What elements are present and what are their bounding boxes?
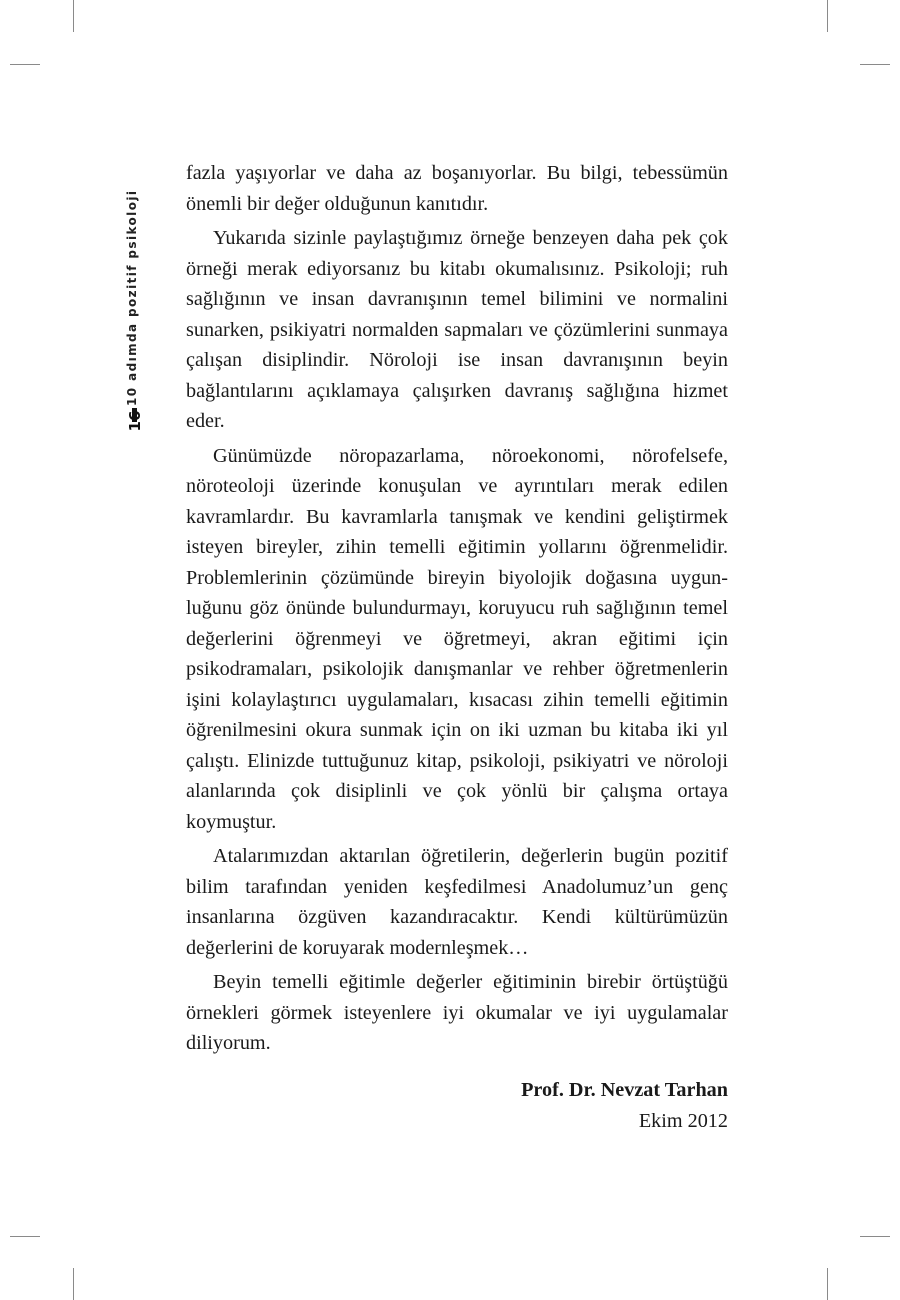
crop-mark-left-bottom xyxy=(10,1236,40,1237)
signature-block xyxy=(186,1075,728,1137)
crop-mark-top-left xyxy=(73,0,74,32)
running-head xyxy=(112,189,152,440)
author-name: Prof. Dr. Nevzat Tarhan xyxy=(521,1078,728,1101)
crop-mark-bottom-right xyxy=(827,1268,828,1300)
paragraph-4: Atalarımızdan aktarılan öğretilerin, değerlerin bugün pozitif bilim tarafından yeniden keşfedilmesi Anadolumuz’un genç insanlarına özgüven kazandıracaktır. Kendi kültürümüzün değerlerini de koruyarak modernleşmek… xyxy=(186,845,728,959)
crop-mark-right-top xyxy=(860,64,890,65)
page-number: 16 xyxy=(126,410,144,432)
paragraph-2: Yukarıda sizinle paylaştığımız örneğe benzeyen daha pek çok örneği merak ediyorsanız bu kitabı okumalısınız. Psikoloji; ruh sağlığının ve insan davranışının temel bilimini ve normalini sunarken, psikiyatri normalden sapmaları ve çözümlerini sunmaya çalışan disiplindir. Nöroloji ise insan davranışının beyin bağlantılarını açıklamaya çalışırken davranış sağlığına hizmet eder. xyxy=(186,227,728,432)
crop-mark-bottom-left xyxy=(73,1268,74,1300)
signature-date: Ekim 2012 xyxy=(638,1109,728,1132)
running-head-title: 10 adımda pozitif psikoloji xyxy=(125,189,139,406)
paragraph-3: Günümüzde nöropazarlama, nöroekonomi, nörofelsefe, nöroteoloji üzerinde konuşulan ve ayrıntıları merak edilen kavramlardır. Bu kavramlarla tanışmak ve kendini geliştirmek isteyen bireyler, zihin temelli eğitimin yollarını öğrenmelidir. Problemlerinin çözümünde bireyin biyolojik doğasına uygunluğunu göz önünde bulundurmayı, koruyucu ruh sağlığının temel değerlerini öğrenmeyi ve öğretmeyi, akran eğitimi için psikodramaları, psikolojik danışmanlar ve rehber öğretmenlerin işini kolaylaştırıcı uygulamaları, kısacası zihin temelli eğitimin öğrenilmesini okura sunmak için on iki uzman bu kitaba iki yıl çalıştı. Elinizde tuttuğunuz kitap, psikoloji, psikiyatri ve nöroloji alanlarında çok disiplinli ve çok yönlü bir çalışma ortaya koymuştur. xyxy=(186,444,728,833)
crop-mark-right-bottom xyxy=(860,1236,890,1237)
crop-mark-left-top xyxy=(10,64,40,65)
paragraph-5: Beyin temelli eğitimle değerler eğitiminin birebir örtüştüğü örnekleri görmek isteyenlere iyi okumalar ve iyi uygulamalar diliyorum. xyxy=(186,971,728,1054)
page-body xyxy=(186,158,728,1137)
paragraph-1: fazla yaşıyorlar ve daha az boşanıyorlar. Bu bilgi, tebessümün önemli bir değer olduğunun kanıtıdır. xyxy=(186,162,728,215)
crop-mark-top-right xyxy=(827,0,828,32)
